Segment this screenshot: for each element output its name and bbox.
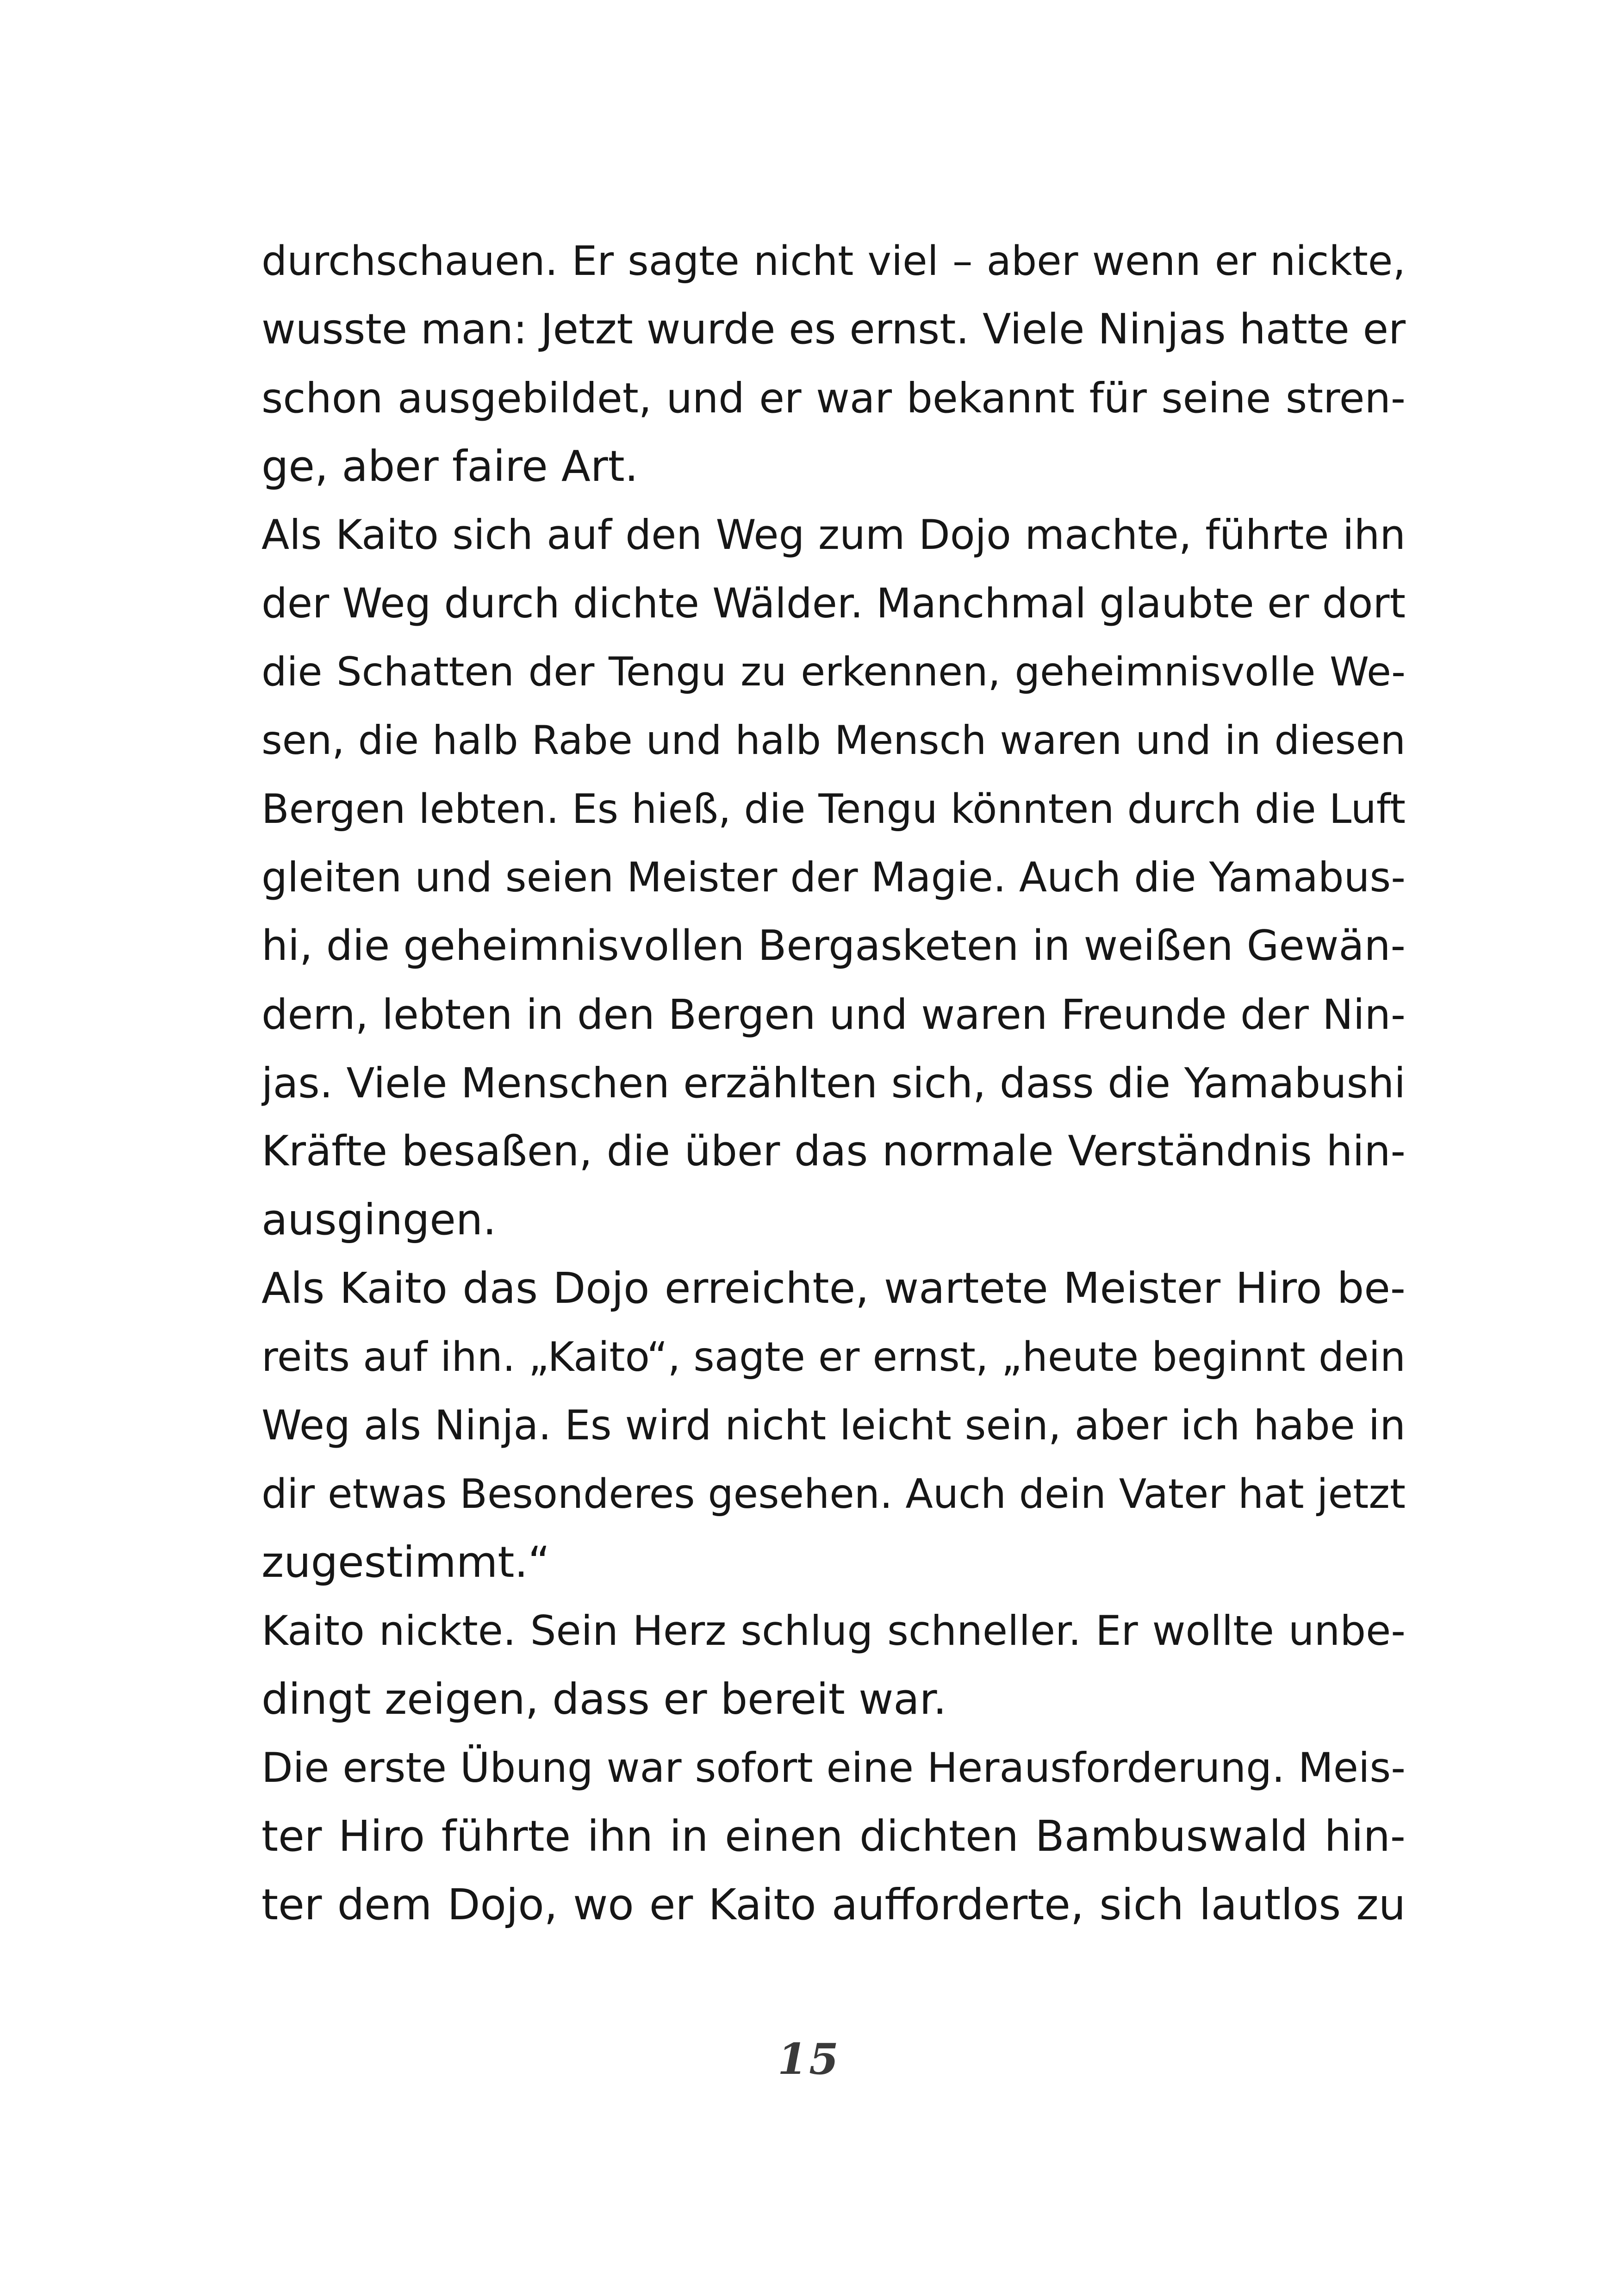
text-line: die Schatten der Tengu zu erkennen, geheimnisvolle We- bbox=[261, 649, 1406, 695]
text-line: Bergen lebten. Es hieß, die Tengu könnten durch die Luft bbox=[261, 785, 1406, 833]
text-line: dern, lebten in den Bergen und waren Freunde der Nin- bbox=[261, 990, 1406, 1039]
text-line: Kaito nickte. Sein Herz schlug schneller. Er wollte unbe- bbox=[261, 1607, 1406, 1655]
text-line: Als Kaito sich auf den Weg zum Dojo machte, führte ihn bbox=[261, 511, 1406, 559]
text-line: sen, die halb Rabe und halb Mensch waren und in diesen bbox=[261, 717, 1406, 764]
body-text bbox=[261, 227, 1406, 1939]
text-line: Weg als Ninja. Es wird nicht leicht sein, aber ich habe in bbox=[261, 1401, 1406, 1449]
text-line: reits auf ihn. „Kaito“, sagte er ernst, „heute beginnt dein bbox=[261, 1333, 1406, 1381]
text-line: ausgingen. bbox=[261, 1195, 497, 1244]
text-line: gleiten und seien Meister der Magie. Auch die Yamabus- bbox=[261, 853, 1406, 901]
text-line: dingt zeigen, dass er bereit war. bbox=[261, 1674, 947, 1724]
text-line: wusste man: Jetzt wurde es ernst. Viele Ninjas hatte er bbox=[261, 305, 1406, 354]
text-line: schon ausgebildet, und er war bekannt für seine stren- bbox=[261, 374, 1406, 422]
text-line: Kräfte besaßen, die über das normale Verständnis hin- bbox=[261, 1127, 1406, 1176]
text-line: dir etwas Besonderes gesehen. Auch dein Vater hat jetzt bbox=[261, 1470, 1406, 1518]
text-line: jas. Viele Menschen erzählten sich, dass die Yamabushi bbox=[261, 1059, 1406, 1107]
text-line: ter Hiro führte ihn in einen dichten Bambuswald hin- bbox=[261, 1811, 1406, 1861]
text-line: der Weg durch dichte Wälder. Manchmal glaubte er dort bbox=[261, 579, 1406, 627]
text-line: Als Kaito das Dojo erreichte, wartete Meister Hiro be- bbox=[261, 1263, 1406, 1313]
text-line: durchschauen. Er sagte nicht viel – aber wenn er nickte, bbox=[261, 237, 1406, 285]
page-number: 15 bbox=[777, 2034, 841, 2084]
text-line: ter dem Dojo, wo er Kaito aufforderte, sich lautlos zu bbox=[261, 1880, 1406, 1929]
text-line: hi, die geheimnisvollen Bergasketen in weißen Gewän- bbox=[261, 921, 1406, 970]
text-line: ge, aber faire Art. bbox=[261, 442, 638, 491]
text-line: zugestimmt.“ bbox=[261, 1537, 550, 1587]
text-line: Die erste Übung war sofort eine Herausforderung. Meis- bbox=[261, 1744, 1406, 1792]
